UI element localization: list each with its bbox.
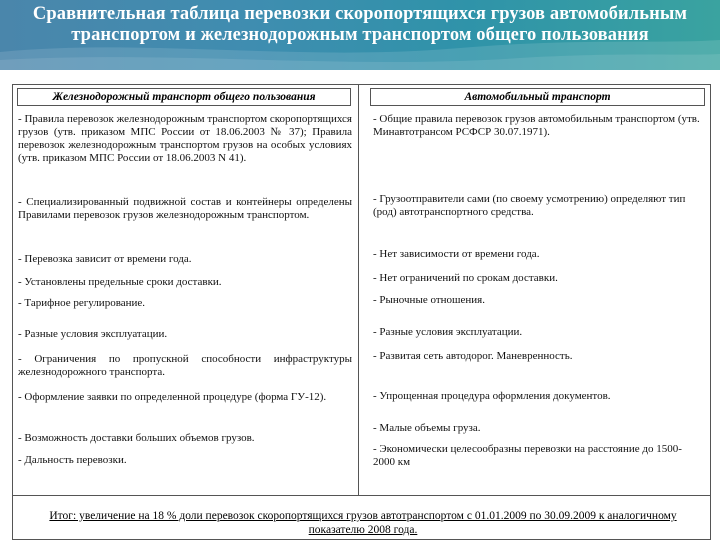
comparison-table bbox=[12, 84, 711, 540]
auto-cell-season: - Нет зависимости от времени года. bbox=[373, 248, 540, 260]
rail-cell-distance: - Дальность перевозки. bbox=[18, 454, 127, 466]
auto-cell-vehicle-type: - Грузоотправители сами (по своему усмотрению) определяют тип (род) автотранспортного средства. bbox=[373, 193, 686, 218]
rail-cell-rolling-stock: - Специализированный подвижной состав и контейнеры определены Правилами перевозок грузов железнодорожным транспортом. bbox=[18, 196, 352, 221]
rail-cell-capacity: - Ограничения по пропускной способности инфраструктуры железнодорожного транспорта. bbox=[18, 353, 352, 378]
summary-footer bbox=[13, 495, 710, 541]
rail-cell-volumes: - Возможность доставки больших объемов грузов. bbox=[18, 432, 255, 444]
auto-cell-road-network: - Развитая сеть автодорог. Маневренность. bbox=[373, 350, 573, 362]
title-line-2: транспортом и железнодорожным транспортом общего пользования bbox=[71, 25, 649, 45]
auto-cell-market: - Рыночные отношения. bbox=[373, 294, 485, 306]
rail-cell-operating-conditions: - Разные условия эксплуатации. bbox=[18, 328, 168, 340]
auto-cell-rules: - Общие правила перевозок грузов автомобильным транспортом (утв. Минавтотрансом РСФСР 30.07.1971). bbox=[373, 113, 700, 138]
rail-cell-rules: - Правила перевозок железнодорожным транспортом скоропортящихся грузов (утв. приказом МПС России от 18.06.2003 № 37); Правила перевозок железнодорожным транспортом грузов на особых условиях (утв. приказом МПС России от 18.06.2003 N 41). bbox=[18, 113, 352, 164]
auto-column-header: Автомобильный транспорт bbox=[370, 88, 705, 106]
auto-cell-operating-conditions: - Разные условия эксплуатации. bbox=[373, 326, 523, 338]
auto-cell-delivery-terms: - Нет ограничений по срокам доставки. bbox=[373, 272, 558, 284]
auto-cell-documents: - Упрощенная процедура оформления документов. bbox=[373, 390, 611, 402]
rail-cell-tariff: - Тарифное регулирование. bbox=[18, 297, 146, 309]
summary-text: Итог: увеличение на 18 % доли перевозок скоропортящихся грузов автотранспортом с 01.01.2009 по 30.09.2009 к аналогичному показателю 2008 года. bbox=[49, 510, 677, 536]
auto-cell-distance: - Экономически целесообразны перевозки на расстояние до 1500-2000 км bbox=[373, 443, 682, 468]
rail-cell-delivery-terms: - Установлены предельные сроки доставки. bbox=[18, 276, 222, 288]
rail-column-header: Железнодорожный транспорт общего пользования bbox=[17, 88, 351, 106]
title-line-1: Сравнительная таблица перевозки скоропортящихся грузов автомобильным bbox=[32, 4, 688, 24]
rail-cell-application: - Оформление заявки по определенной процедуре (форма ГУ-12). bbox=[18, 391, 327, 403]
page-title bbox=[0, 4, 720, 46]
slide-header bbox=[0, 0, 720, 70]
auto-cell-small-volumes: - Малые объемы груза. bbox=[373, 422, 481, 434]
rail-cell-season: - Перевозка зависит от времени года. bbox=[18, 253, 192, 265]
